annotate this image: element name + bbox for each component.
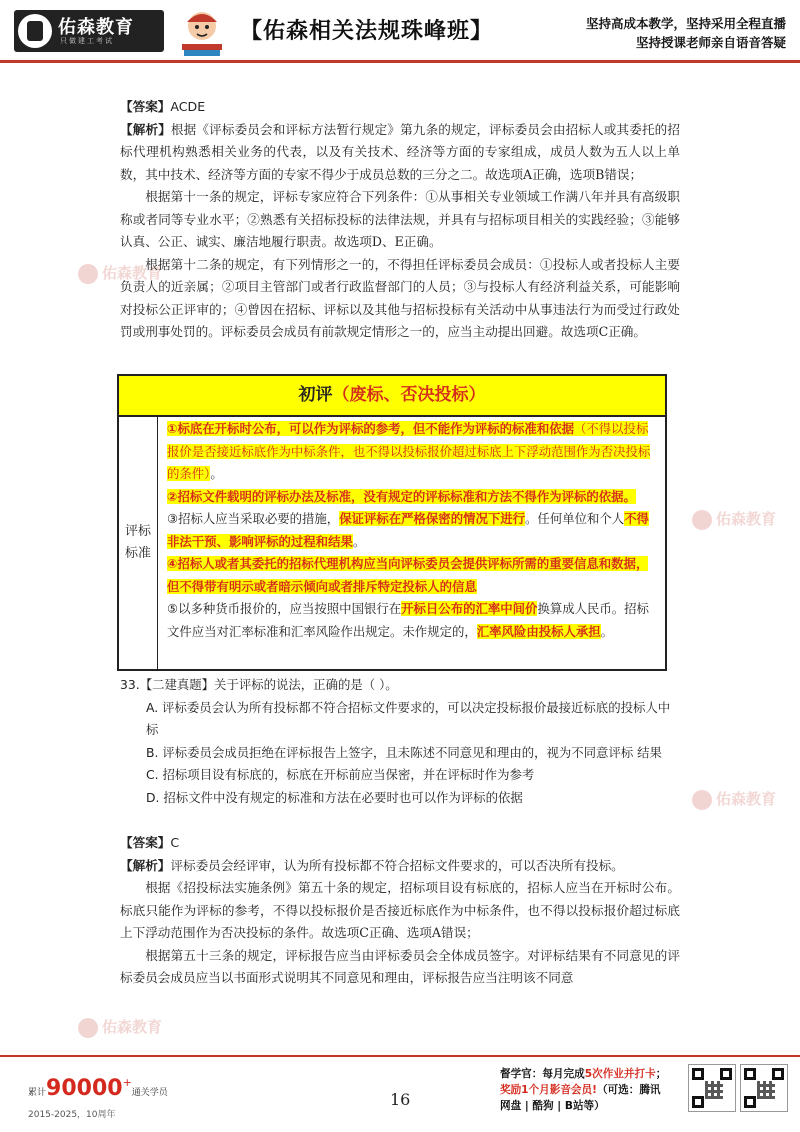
watermark: 佑森教育 [692, 508, 776, 530]
promo-text: 督学官：每月完成5次作业并打卡； 奖励1个月影音会员!（可选：腾讯 网盘 | 酷狗 | B站等） [500, 1068, 667, 1112]
standard-item-5: ⑤以多种货币报价的，应当按照中国银行在开标日公布的汇率中间价换算成人民币。招标文件应当对汇率标准和汇率风险作出规定。未作规定的，汇率风险由投标人承担。 [167, 601, 649, 639]
qr-code-icon[interactable] [740, 1064, 788, 1112]
slogan-line-2: 坚持授课老师亲自语音答疑 [635, 35, 786, 50]
watermark: 佑森教育 [78, 1016, 162, 1038]
page-number: 16 [390, 1090, 411, 1109]
table-row-label: 评标标准 [119, 417, 158, 669]
analysis-para-1: 【解析】评标委员会经评审，认为所有投标都不符合招标文件要求的，可以否决所有投标。 [120, 857, 624, 873]
option-c: C. 招标项目设有标底的，标底在开标前应当保密，并在评标时作为参考 [146, 767, 535, 782]
page-title: 【佑森相关法规珠峰班】 [240, 19, 494, 44]
logo-text: 佑森教育 [58, 17, 134, 38]
brand-logo [14, 10, 164, 52]
question-33-answer [120, 832, 680, 990]
anniversary-text: 2015-2025，10周年 [28, 1110, 116, 1120]
mascot-icon [176, 4, 228, 58]
table-heading: 初评（废标、否决投标） [119, 376, 665, 417]
question-stem: 33.【二建真题】关于评标的说法，正确的是（ ）。 [120, 677, 398, 692]
analysis-para-3: 根据第十二条的规定，有下列情形之一的，不得担任评标委员会成员：①投标人或者投标人主要负责人的近亲属；②项目主管部门或者行政监督部门的人员；③与投标人有经济利益关系，可能影响对投标公正评审的；④曾因在招标、评标以及其他与招标投标有关活动中从事违法行为而受过行政处罚或刑事处罚的。评标委员会成员有前款规定情形之一的，应当主动提出回避。故选项C正确。 [120, 256, 680, 339]
footer-divider [0, 1055, 800, 1057]
answer-line: 【答案】C [120, 835, 180, 850]
option-a: A. 评标委员会认为所有投标都不符合招标文件要求的，可以决定投标报价最接近标底的投标人中标 [146, 699, 671, 737]
qr-code-icon[interactable] [688, 1064, 736, 1112]
slogan-line-1: 坚持高成本教学，坚持采用全程直播 [585, 16, 786, 31]
previous-answer-section [120, 96, 680, 344]
answer-line: 【答案】ACDE [120, 99, 206, 114]
evaluation-standard-table [117, 374, 667, 671]
watermark: 佑森教育 [78, 262, 162, 284]
standard-item-1: ①标底在开标时公布，可以作为评标的参考，但不能作为评标的标准和依据（不得以投标报价是否接近标底作为中标条件，也不得以投标报价超过标底上下浮动范围作为否决投标的条件）。 [167, 421, 651, 481]
watermark: 佑森教育 [692, 788, 776, 810]
analysis-para-2: 根据《招投标法实施条例》第五十条的规定，招标项目设有标底的，招标人应当在开标时公布。标底只能作为评标的参考，不得以投标报价是否接近标底作为中标条件，也不得以投标报价超过标底上下浮动范围作为否决投标的条件。故选项C正确、选项A错误； [120, 880, 680, 940]
standard-item-2: ②招标文件载明的评标办法及标准，没有规定的评标标准和方法不得作为评标的依据。 [167, 488, 636, 504]
standard-item-3: ③招标人应当采取必要的措施，保证评标在严格保密的情况下进行。任何单位和个人不得非法干预、影响评标的过程和结果。 [167, 511, 649, 549]
page-header [0, 0, 800, 62]
option-b: B. 评标委员会成员拒绝在评标报告上签字，且未陈述不同意见和理由的，视为不同意评标 结果 [146, 744, 662, 760]
header-divider [0, 60, 800, 63]
question-33 [120, 674, 680, 809]
student-stat: 累计90000+通关学员 [28, 1076, 168, 1101]
analysis-para-3: 根据第五十三条的规定，评标报告应当由评标委员会全体成员签字。对评标结果有不同意见的评标委员会成员应当以书面形式说明其不同意见和理由，评标报告应当注明该不同意 [120, 947, 680, 985]
analysis-para-2: 根据第十一条的规定，评标专家应符合下列条件：①从事相关专业领域工作满八年并具有高级职称或者同等专业水平；②熟悉有关招标投标的法律法规，并具有与招标项目相关的实践经验；③能够认真、公正、诚实、廉洁地履行职责。故选项D、E正确。 [120, 189, 680, 249]
option-d: D. 招标文件中没有规定的标准和方法在必要时也可以作为评标的依据 [146, 789, 523, 805]
table-content [167, 418, 657, 643]
standard-item-4: ④招标人或者其委托的招标代理机构应当向评标委员会提供评标所需的重要信息和数据，但不得带有明示或者暗示倾向或者排斥特定投标人的信息 [167, 556, 649, 594]
logo-badge-icon [18, 14, 52, 48]
analysis-para-1: 【解析】根据《评标委员会和评标方法暂行规定》第九条的规定，评标委员会由招标人或其委托的招标代理机构熟悉相关业务的代表，以及有关技术、经济等方面的专家组成，成员人数为五人以上单数，其中技术、经济等方面的专家不得少于成员总数的三分之二。故选项A正确，选项B错误； [120, 121, 681, 182]
logo-subtitle: 只做建工考试 [60, 37, 114, 45]
